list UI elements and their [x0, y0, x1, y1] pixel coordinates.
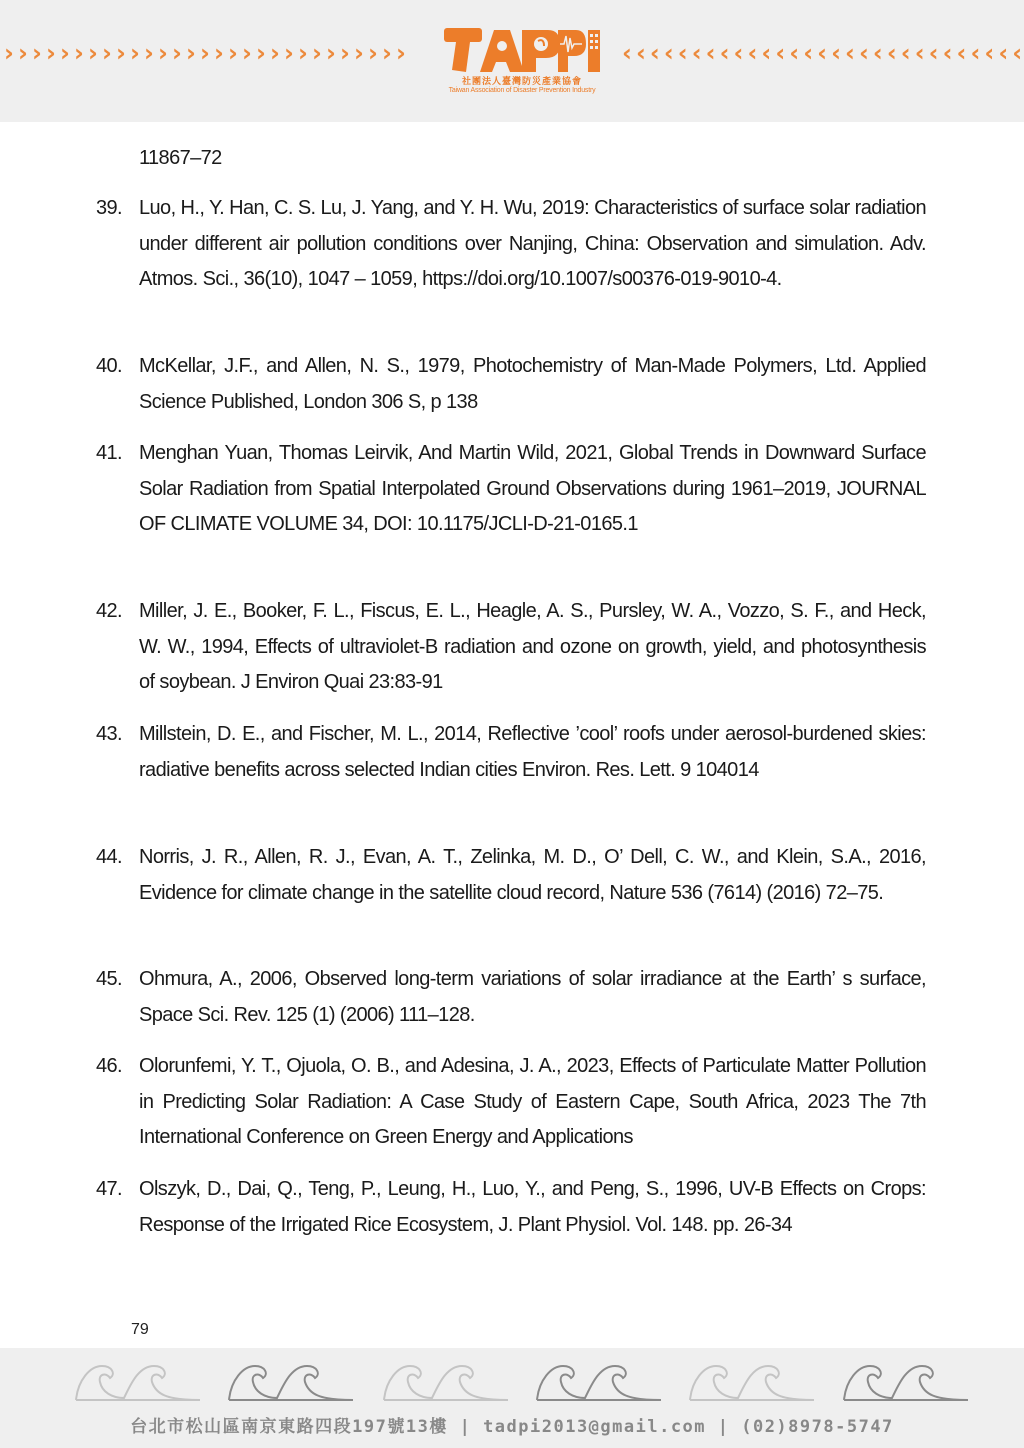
reference-number: 44.: [96, 846, 123, 868]
wave-icon: [844, 1366, 968, 1400]
left-chevron-decoration: [2, 38, 414, 68]
chevron-icon: ‹: [705, 39, 716, 67]
chevron-icon: ›: [368, 39, 378, 67]
wave-icon: [76, 1366, 200, 1400]
reference-number: 43.: [96, 723, 123, 745]
logo-subtitle-english: Taiwan Association of Disaster Prevention Industry: [448, 87, 596, 94]
wave-decoration: [0, 1358, 1024, 1414]
chevron-icon: ‹: [622, 39, 632, 67]
chevron-icon: ›: [60, 39, 70, 67]
chevron-icon: ›: [284, 39, 294, 67]
chevron-icon: ›: [242, 39, 252, 67]
footer-contact-info: 台北市松山區南京東路四段197號13樓 | tadpi2013@gmail.com | (02)8978-5747: [130, 1417, 894, 1437]
chevron-icon: ‹: [956, 39, 967, 67]
reference-item: [96, 191, 926, 298]
reference-text: Norris, J. R., Allen, R. J., Evan, A. T., Zelinka, M. D., O’ Dell, C. W., and Klein, S.A., 2016, Evidence for climate change in the satellite cloud record, Nature 536 (7614) (2016) 72–75.: [139, 846, 926, 904]
chevron-icon: ‹: [845, 39, 855, 67]
wave-icon: [384, 1366, 508, 1400]
chevron-icon: ›: [270, 39, 280, 67]
chevron-icon: ›: [396, 39, 406, 67]
chevron-icon: ‹: [817, 39, 828, 67]
chevron-icon: ›: [298, 39, 308, 67]
reference-text: Luo, H., Y. Han, C. S. Lu, J. Yang, and Y. H. Wu, 2019: Characteristics of surface solar radiation under different air pollution conditions over Nanjing, China: Observation and simulation. Adv. Atmos. Sci., 36(10), 1047 – 1059, https://doi.org/10.1007/s00376-019-9010-4.: [139, 197, 926, 290]
chevron-icon: ›: [116, 39, 126, 67]
reference-text: Olszyk, D., Dai, Q., Teng, P., Leung, H., Luo, Y., and Peng, S., 1996, UV-B Effects on Crops: Response of the Irrigated Rice Ecosystem, J. Plant Physiol. Vol. 148. pp. 26-34: [139, 1178, 926, 1236]
reference-text: Miller, J. E., Booker, F. L., Fiscus, E. L., Heagle, A. S., Pursley, W. A., Vozzo, S. F., and Heck, W. W., 1994, Effects of ultraviolet-B radiation and ozone on growth, yield, and photosynthesis of soybean. J Environ Quai 23:83-91: [139, 600, 926, 693]
reference-text: Menghan Yuan, Thomas Leirvik, And Martin Wild, 2021, Global Trends in Downward Surface Solar Radiation from Spatial Interpolated Ground Observations during 1961–2019, JOURNAL OF CLIMATE VOLUME 34, DOI: 10.1175/JCLI-D-21-0165.1: [139, 442, 926, 535]
chevron-icon: ›: [256, 39, 266, 67]
chevron-icon: ‹: [900, 39, 911, 67]
reference-item: [96, 962, 926, 1033]
reference-number: 46.: [96, 1055, 123, 1077]
continued-reference-text: 11867–72: [139, 147, 222, 169]
page-footer: [0, 1348, 1024, 1448]
chevron-icon: ‹: [942, 39, 953, 67]
tadpi-logo-icon: [440, 24, 604, 76]
chevron-icon: ‹: [663, 39, 674, 67]
chevron-icon: ›: [340, 39, 350, 67]
chevron-icon: ‹: [1012, 39, 1023, 67]
chevron-icon: ‹: [775, 39, 786, 67]
chevron-icon: ‹: [691, 39, 702, 67]
reference-number: 42.: [96, 600, 123, 622]
page-number: 79: [131, 1321, 149, 1338]
chevron-icon: ›: [74, 39, 84, 67]
chevron-icon: ›: [312, 39, 322, 67]
tadpi-logo: [440, 24, 604, 98]
chevron-icon: ‹: [872, 39, 883, 67]
chevron-icon: ‹: [914, 39, 925, 67]
page-header: [0, 0, 1024, 122]
reference-number: 39.: [96, 197, 123, 219]
chevron-icon: ›: [214, 39, 224, 67]
chevron-icon: ‹: [984, 39, 995, 67]
wave-icon: [229, 1366, 353, 1400]
chevron-icon: ›: [200, 39, 210, 67]
reference-number: 47.: [96, 1178, 123, 1200]
wave-icon: [690, 1366, 814, 1400]
chevron-icon: ›: [228, 39, 238, 67]
chevron-icon: ‹: [831, 39, 841, 67]
chevron-icon: ›: [354, 39, 364, 67]
chevron-icon: ‹: [747, 39, 758, 67]
chevron-icon: ‹: [677, 39, 688, 67]
chevron-icon: ›: [32, 39, 42, 67]
reference-item: [96, 1172, 926, 1243]
reference-number: 41.: [96, 442, 123, 464]
reference-item: [96, 840, 926, 911]
chevron-icon: ›: [382, 39, 392, 67]
chevron-icon: ‹: [928, 39, 939, 67]
chevron-icon: ‹: [998, 39, 1009, 67]
reference-item: [96, 717, 926, 788]
chevron-icon: ›: [158, 39, 168, 67]
chevron-icon: ‹: [635, 39, 646, 67]
chevron-icon: ›: [144, 39, 154, 67]
reference-item: [96, 594, 926, 701]
chevron-icon: ›: [326, 39, 336, 67]
reference-text: Olorunfemi, Y. T., Ojuola, O. B., and Adesina, J. A., 2023, Effects of Particulate Matter Pollution in Predicting Solar Radiation: A Case Study of Eastern Cape, South Africa, 2023 The 7th International Conference on Green Energy and Applications: [139, 1055, 926, 1148]
reference-number: 45.: [96, 968, 123, 990]
chevron-icon: ›: [102, 39, 112, 67]
chevron-icon: ‹: [761, 39, 772, 67]
wave-icon: [537, 1366, 661, 1400]
reference-number: 40.: [96, 355, 123, 377]
chevron-icon: ‹: [803, 39, 814, 67]
right-chevron-decoration: [620, 38, 1024, 68]
chevron-icon: ‹: [649, 39, 660, 67]
chevron-icon: ›: [172, 39, 182, 67]
reference-text: Ohmura, A., 2006, Observed long-term variations of solar irradiance at the Earth’ s surface, Space Sci. Rev. 125 (1) (2006) 111–128.: [139, 968, 926, 1026]
reference-item: [96, 1049, 926, 1156]
reference-item: [96, 349, 926, 420]
reference-text: Millstein, D. E., and Fischer, M. L., 2014, Reflective ’cool’ roofs under aerosol-burdened skies: radiative benefits across selected Indian cities Environ. Res. Lett. 9 104014: [139, 723, 926, 781]
chevron-icon: ›: [4, 39, 14, 67]
chevron-icon: ‹: [858, 39, 869, 67]
chevron-icon: ‹: [886, 39, 897, 67]
chevron-icon: ›: [130, 39, 140, 67]
chevron-icon: ›: [186, 39, 196, 67]
chevron-icon: ‹: [970, 39, 981, 67]
reference-text: McKellar, J.F., and Allen, N. S., 1979, Photochemistry of Man-Made Polymers, Ltd. Applied Science Published, London 306 S, p 138: [139, 355, 926, 413]
logo-subtitle-chinese: 社團法人臺灣防災產業協會: [461, 77, 582, 87]
chevron-icon: ‹: [789, 39, 800, 67]
reference-item: [96, 436, 926, 543]
chevron-icon: ›: [88, 39, 98, 67]
chevron-icon: ›: [46, 39, 56, 67]
chevron-icon: ‹: [719, 39, 730, 67]
chevron-icon: ‹: [733, 39, 744, 67]
chevron-icon: ›: [18, 39, 28, 67]
